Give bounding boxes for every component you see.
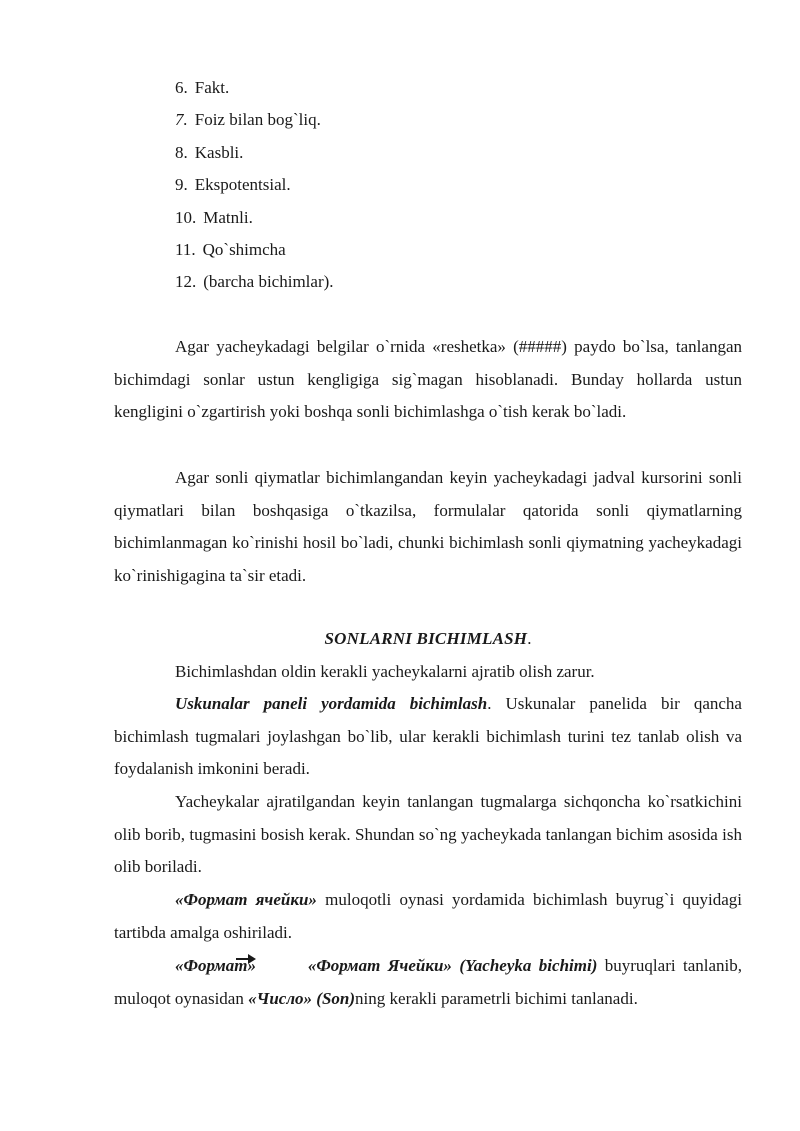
list-item [175,110,334,142]
list-text: Fakt. [194,78,230,97]
format-cells-term: «Формат Ячейки» (Yacheyka bichimi) [307,956,598,975]
section-heading [114,625,742,653]
list-item [175,208,334,240]
paragraph-reshetka: Agar yacheykadagi belgilar o`rnida «reshetka» (#####) paydo bo`lsa, tanlangan bichimdagi sonlar ustun kengligiga sig`magan hisoblanadi. Bunday hollarda ustun kengligini o`zgartirish yoki boshqa sonli bichimlashga o`tish kerak bo`ladi. [114,337,742,421]
list-text: (barcha bichimlar). [203,272,334,292]
toolbar-text: . Uskunalar panelida bir qancha bichimlash tugmalari joylashgan bo`lib, ular kerakli bichimlash turini tez tanlab olish va foydalanish imkonini beradi. [114,694,742,778]
list-item [175,272,334,304]
paragraph-format-steps [114,950,742,1015]
heading-title: SONLARNI BICHIMLASH [324,629,528,648]
list-number: 10. [175,207,197,227]
format-list [175,78,334,305]
list-item [175,78,334,110]
list-text: Matnli. [203,207,253,227]
paragraph-format-dialog [114,884,742,949]
format-steps-text: buyruqlari tanlanib, muloqot oynasidan [114,956,742,1008]
list-number: 7. [175,110,188,130]
list-number: 9. [175,175,188,195]
list-number: 6. [175,78,188,97]
format-steps-end: ning kerakli parametrli bichimi tanlanadi. [355,988,638,1008]
list-number: 11. [175,239,196,259]
list-text: Ekspotentsial. [194,175,291,195]
toolbar-heading: Uskunalar paneli yordamida bichimlash [175,694,488,713]
list-text: Foiz bilan bog`liq. [194,110,321,130]
list-number: 12. [175,272,197,292]
paragraph-buttons: Yacheykalar ajratilgandan keyin tanlangan tugmalarga sichqoncha ko`rsatkichini olib borib, tugmasini bosish kerak. Shundan so`ng yacheykada tanlangan bichim asosida ish olib boriladi. [114,792,742,876]
list-text: Kasbli. [194,142,244,162]
paragraph-select-cells: Bichimlashdan oldin kerakli yacheykalarni ajratib olish zarur. [175,662,595,681]
list-item [175,143,334,175]
list-number: 8. [175,142,188,162]
list-item [175,175,334,207]
list-item [175,240,334,272]
paragraph-cursor: Agar sonli qiymatlar bichimlangandan keyin yacheykadagi jadval kursorini sonli qiymatlari bilan boshqasiga o`tkazilsa, formulalar qatorida sonli qiymatlarning bichimlanmagan ko`rinishi hosil bo`ladi, chunki bichimlash sonli qiymatning yacheykadagi ko`rinishigagina ta`sir etadi. [114,468,742,585]
format-dialog-term: «Формат ячейки» [175,890,317,909]
list-text: Qo`shimcha [202,239,286,259]
format-menu-term: «Формат» [175,956,256,975]
heading-suffix: . [527,629,532,648]
number-tab-term: «Число» (Son) [248,988,356,1008]
format-dialog-text: muloqotli oynasi yordamida bichimlash buyrug`i quyidagi tartibda amalga oshiriladi. [114,890,742,942]
paragraph-toolbar [114,688,742,786]
